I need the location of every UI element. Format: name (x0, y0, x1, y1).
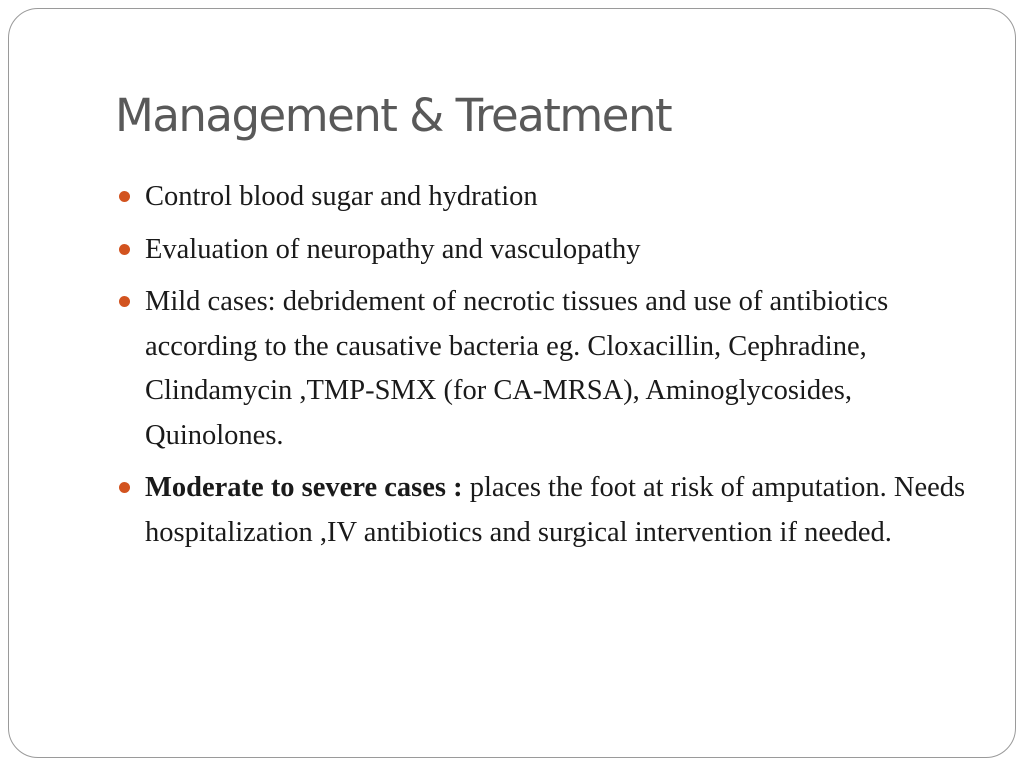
bullet-item (119, 466, 979, 555)
bullet-list (119, 175, 979, 563)
bullet-dot-icon (119, 191, 130, 202)
bullet-dot-icon (119, 244, 130, 255)
bullet-item (119, 280, 979, 458)
bullet-item (119, 175, 979, 220)
bullet-text: Control blood sugar and hydration (145, 181, 538, 212)
bullet-item (119, 228, 979, 273)
slide-title: Management & Treatment (115, 89, 672, 142)
bullet-text: Mild cases: debridement of necrotic tissues and use of antibiotics according to the causative bacteria eg. Cloxacillin, Cephradine, Clindamycin ,TMP-SMX (for CA-MRSA), Aminoglycosides, Quinolones. (145, 286, 889, 451)
bullet-dot-icon (119, 482, 130, 493)
bullet-text: Evaluation of neuropathy and vasculopathy (145, 233, 641, 265)
bullet-dot-icon (119, 296, 130, 307)
bullet-text: places the foot at risk of amputation. Needs hospitalization ,IV antibiotics and surgical intervention if needed. (145, 472, 966, 548)
bullet-bold-lead: Moderate to severe cases : (145, 472, 463, 503)
slide (8, 8, 1016, 758)
